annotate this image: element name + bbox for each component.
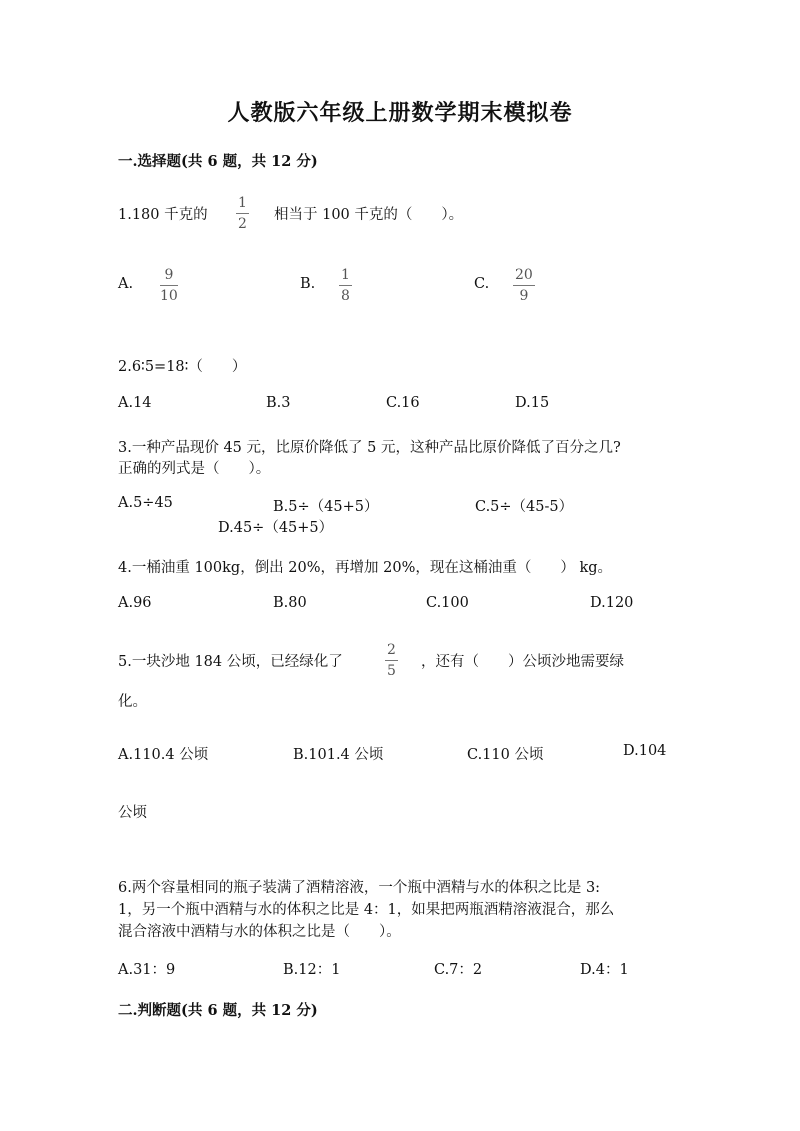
question-2-option-a: A.14 bbox=[118, 395, 152, 411]
fraction-numerator: 1 bbox=[238, 195, 247, 211]
fraction-numerator: 1 bbox=[341, 267, 350, 283]
section-heading-choice: 一.选择题(共 6 题，共 12 分) bbox=[118, 153, 318, 170]
question-4-text: 4.一桶油重 100kg，倒出 20%，再增加 20%，现在这桶油重（ ） kg。 bbox=[118, 560, 613, 576]
question-1-text-start: 1.180 千克的 bbox=[118, 207, 208, 223]
question-4-option-b: B.80 bbox=[273, 595, 307, 611]
question-6-option-b: B.12：1 bbox=[283, 962, 341, 978]
question-6-option-a: A.31：9 bbox=[118, 962, 176, 978]
question-2-option-d: D.15 bbox=[515, 395, 550, 411]
question-4-option-d: D.120 bbox=[590, 595, 634, 611]
question-5-fraction bbox=[385, 643, 398, 678]
fraction-denominator: 9 bbox=[519, 288, 529, 304]
question-5-option-a: A.110.4 公顷 bbox=[118, 747, 209, 763]
fraction-denominator: 8 bbox=[341, 288, 350, 304]
question-5-option-d: D.104 bbox=[623, 743, 667, 759]
question-3-option-c: C.5÷（45-5） bbox=[475, 499, 574, 515]
question-5-option-b: B.101.4 公顷 bbox=[293, 747, 384, 763]
question-5-text-line-2: 化。 bbox=[118, 694, 147, 710]
question-1-option-a-fraction bbox=[160, 268, 178, 303]
question-1-option-a-label: A. bbox=[118, 276, 134, 292]
question-3-text-line-1: 3.一种产品现价 45 元，比原价降低了 5 元，这种产品比原价降低了百分之几? bbox=[118, 440, 621, 456]
question-3-text-line-2: 正确的列式是（ ）。 bbox=[118, 461, 271, 477]
fraction-numerator: 20 bbox=[515, 267, 533, 283]
fraction-denominator: 5 bbox=[387, 663, 396, 679]
question-5-option-c: C.110 公顷 bbox=[467, 747, 544, 763]
question-3-option-a: A.5÷45 bbox=[118, 495, 173, 511]
question-3-option-d: D.45÷（45+5） bbox=[218, 520, 334, 536]
question-1-option-c-label: C. bbox=[474, 276, 490, 292]
question-5-text-end: ，还有（ ）公顷沙地需要绿 bbox=[421, 654, 624, 670]
question-1-option-b-fraction bbox=[339, 268, 352, 303]
fraction-denominator: 2 bbox=[238, 216, 247, 232]
question-6-option-c: C.7：2 bbox=[434, 962, 483, 978]
question-1-option-c-fraction bbox=[513, 268, 535, 303]
question-4-option-a: A.96 bbox=[118, 595, 152, 611]
question-2-option-c: C.16 bbox=[386, 395, 420, 411]
question-3-option-b: B.5÷（45+5） bbox=[273, 499, 379, 515]
question-1-text-end: 相当于 100 千克的（ ）。 bbox=[274, 207, 464, 223]
question-2-option-b: B.3 bbox=[266, 395, 291, 411]
page-title: 人教版六年级上册数学期末模拟卷 bbox=[227, 100, 573, 126]
section-heading-judgement: 二.判断题(共 6 题，共 12 分) bbox=[118, 1002, 318, 1019]
question-6-text-line-1: 6.两个容量相同的瓶子装满了酒精溶液，一个瓶中酒精与水的体积之比是 3: bbox=[118, 880, 601, 896]
question-6-option-d: D.4：1 bbox=[580, 962, 629, 978]
question-6-text-line-3: 混合溶液中酒精与水的体积之比是（ ）。 bbox=[118, 924, 401, 940]
question-5-text-start: 5.一块沙地 184 公顷，已经绿化了 bbox=[118, 654, 343, 670]
question-2-text: 2.6∶5=18∶（ ） bbox=[118, 359, 247, 375]
question-5-option-d-wrap: 公顷 bbox=[118, 805, 147, 821]
fraction-denominator: 10 bbox=[160, 288, 178, 304]
question-4-option-c: C.100 bbox=[426, 595, 469, 611]
fraction-numerator: 9 bbox=[164, 267, 174, 283]
fraction-numerator: 2 bbox=[387, 642, 396, 658]
question-1-option-b-label: B. bbox=[300, 276, 316, 292]
question-1-fraction bbox=[236, 196, 249, 231]
question-6-text-line-2: 1，另一个瓶中酒精与水的体积之比是 4：1，如果把两瓶酒精溶液混合，那么 bbox=[118, 902, 615, 918]
